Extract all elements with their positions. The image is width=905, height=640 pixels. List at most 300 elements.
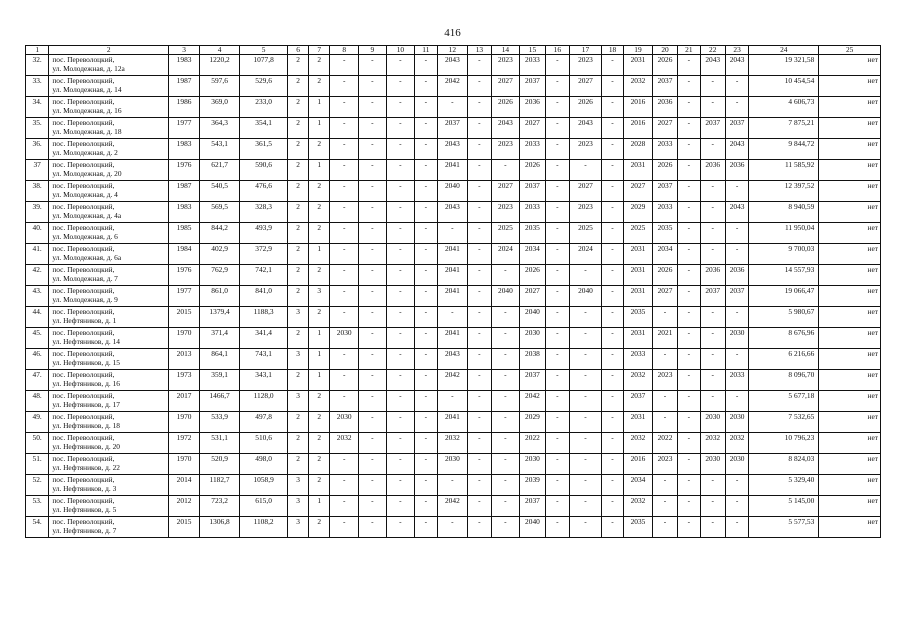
value-cell: 2031	[624, 55, 653, 76]
table-row	[26, 139, 881, 160]
value-cell: 2036	[700, 160, 725, 181]
value-cell: -	[700, 244, 725, 265]
status-cell: нет	[819, 412, 881, 433]
value-cell: 369,0	[199, 97, 239, 118]
table-row	[26, 475, 881, 496]
value-cell: 2036	[700, 265, 725, 286]
value-cell: 1	[309, 97, 330, 118]
value-cell: -	[545, 202, 569, 223]
value-cell: -	[386, 160, 415, 181]
value-cell: 2027	[570, 181, 602, 202]
value-cell: 2	[287, 55, 308, 76]
value-cell: 762,9	[199, 265, 239, 286]
value-cell: 2031	[624, 412, 653, 433]
value-cell: -	[468, 118, 491, 139]
table-row	[26, 202, 881, 223]
value-cell: -	[415, 202, 437, 223]
value-cell: 371,4	[199, 328, 239, 349]
address-cell	[49, 118, 169, 139]
value-cell: -	[415, 76, 437, 97]
value-cell: 2031	[624, 328, 653, 349]
address-street: ул. Молодежная, д. 6	[52, 232, 118, 241]
column-number-header: 15	[520, 46, 545, 55]
value-cell: -	[700, 328, 725, 349]
value-cell: -	[415, 433, 437, 454]
value-cell: 1987	[169, 181, 200, 202]
row-number: 40.	[26, 223, 49, 244]
column-number-header: 6	[287, 46, 308, 55]
status-cell: нет	[819, 286, 881, 307]
table-row	[26, 223, 881, 244]
value-cell: 510,6	[240, 433, 288, 454]
value-cell: -	[386, 454, 415, 475]
table-row	[26, 307, 881, 328]
address-settlement: пос. Переволоцкий,	[52, 76, 115, 85]
value-cell: -	[359, 517, 387, 538]
value-cell: 359,1	[199, 370, 239, 391]
status-cell: нет	[819, 265, 881, 286]
value-cell: 1970	[169, 454, 200, 475]
value-cell: -	[415, 286, 437, 307]
value-cell: -	[359, 391, 387, 412]
row-number: 53.	[26, 496, 49, 517]
column-number-header: 8	[330, 46, 359, 55]
table-row	[26, 160, 881, 181]
status-cell: нет	[819, 307, 881, 328]
value-cell: 590,6	[240, 160, 288, 181]
value-cell: 2	[309, 76, 330, 97]
value-cell: 2	[287, 370, 308, 391]
column-number-header: 13	[468, 46, 491, 55]
value-cell: 1973	[169, 370, 200, 391]
value-cell: 2026	[570, 97, 602, 118]
cost-cell: 5 677,18	[749, 391, 819, 412]
value-cell: 2024	[491, 244, 520, 265]
value-cell: 2037	[652, 181, 677, 202]
value-cell: -	[491, 496, 520, 517]
column-number-header: 4	[199, 46, 239, 55]
address-settlement: пос. Переволоцкий,	[52, 97, 115, 106]
value-cell: 2034	[520, 244, 545, 265]
value-cell: 2041	[437, 244, 468, 265]
table-row	[26, 76, 881, 97]
address-street: ул. Молодежная, д. 4а	[52, 211, 122, 220]
value-cell: -	[545, 349, 569, 370]
value-cell: -	[678, 412, 700, 433]
value-cell: -	[545, 307, 569, 328]
value-cell: 2025	[570, 223, 602, 244]
value-cell: 2	[287, 412, 308, 433]
value-cell: -	[330, 202, 359, 223]
value-cell: 3	[309, 286, 330, 307]
value-cell: 1128,0	[240, 391, 288, 412]
value-cell: -	[491, 265, 520, 286]
row-number: 41.	[26, 244, 49, 265]
value-cell: 2037	[700, 118, 725, 139]
value-cell: 2043	[437, 139, 468, 160]
value-cell: -	[468, 307, 491, 328]
value-cell: 2023	[491, 139, 520, 160]
value-cell: -	[437, 517, 468, 538]
status-cell: нет	[819, 223, 881, 244]
value-cell: -	[468, 181, 491, 202]
status-cell: нет	[819, 454, 881, 475]
value-cell: 497,8	[240, 412, 288, 433]
value-cell: -	[545, 118, 569, 139]
value-cell: 2035	[652, 223, 677, 244]
value-cell: -	[601, 181, 623, 202]
cost-cell: 14 557,93	[749, 265, 819, 286]
value-cell: 2029	[624, 202, 653, 223]
value-cell: 2	[287, 139, 308, 160]
value-cell: -	[330, 349, 359, 370]
value-cell: -	[545, 454, 569, 475]
value-cell: -	[570, 349, 602, 370]
column-number-header: 1	[26, 46, 49, 55]
value-cell: -	[570, 475, 602, 496]
address-street: ул. Молодежная, д. 18	[52, 127, 122, 136]
value-cell: -	[570, 433, 602, 454]
value-cell: -	[700, 76, 725, 97]
value-cell: -	[725, 349, 748, 370]
value-cell: 2	[287, 454, 308, 475]
value-cell: -	[386, 412, 415, 433]
value-cell: -	[330, 97, 359, 118]
value-cell: -	[570, 370, 602, 391]
value-cell: 2042	[437, 496, 468, 517]
value-cell: 2040	[520, 517, 545, 538]
value-cell: 2031	[624, 286, 653, 307]
cost-cell: 11 950,04	[749, 223, 819, 244]
value-cell: -	[725, 181, 748, 202]
value-cell: -	[359, 349, 387, 370]
value-cell: 2021	[652, 328, 677, 349]
value-cell: -	[545, 160, 569, 181]
value-cell: -	[491, 433, 520, 454]
value-cell: 2025	[491, 223, 520, 244]
value-cell: 2037	[652, 76, 677, 97]
value-cell: 493,9	[240, 223, 288, 244]
row-number: 44.	[26, 307, 49, 328]
value-cell: 2030	[725, 328, 748, 349]
cost-cell: 11 585,92	[749, 160, 819, 181]
column-number-header: 25	[819, 46, 881, 55]
address-settlement: пос. Переволоцкий,	[52, 118, 115, 127]
table-row	[26, 433, 881, 454]
value-cell: 2039	[520, 475, 545, 496]
row-number: 33.	[26, 76, 49, 97]
value-cell: -	[386, 265, 415, 286]
address-street: ул. Нефтяников, д. 15	[52, 358, 120, 367]
value-cell: 2	[309, 412, 330, 433]
value-cell: 2014	[169, 475, 200, 496]
value-cell: 723,2	[199, 496, 239, 517]
value-cell: -	[678, 118, 700, 139]
address-street: ул. Нефтяников, д. 3	[52, 484, 117, 493]
cost-cell: 5 980,67	[749, 307, 819, 328]
value-cell: 2	[309, 475, 330, 496]
value-cell: -	[678, 265, 700, 286]
value-cell: -	[678, 496, 700, 517]
table-row	[26, 97, 881, 118]
status-cell: нет	[819, 349, 881, 370]
value-cell: -	[359, 328, 387, 349]
cost-cell: 8 096,70	[749, 370, 819, 391]
value-cell: -	[468, 55, 491, 76]
value-cell: -	[468, 517, 491, 538]
status-cell: нет	[819, 76, 881, 97]
table-row	[26, 349, 881, 370]
address-settlement: пос. Переволоцкий,	[52, 202, 115, 211]
value-cell: 328,3	[240, 202, 288, 223]
row-number: 32.	[26, 55, 49, 76]
value-cell: -	[386, 475, 415, 496]
value-cell: -	[386, 328, 415, 349]
value-cell: 498,0	[240, 454, 288, 475]
status-cell: нет	[819, 202, 881, 223]
value-cell: -	[491, 391, 520, 412]
cost-cell: 10 796,23	[749, 433, 819, 454]
value-cell: 3	[287, 307, 308, 328]
column-number-header: 22	[700, 46, 725, 55]
value-cell: 2042	[437, 370, 468, 391]
value-cell: -	[700, 391, 725, 412]
value-cell: -	[330, 454, 359, 475]
value-cell: 1983	[169, 55, 200, 76]
status-cell: нет	[819, 370, 881, 391]
value-cell: 1	[309, 244, 330, 265]
address-cell	[49, 307, 169, 328]
value-cell: -	[359, 475, 387, 496]
value-cell: 2026	[652, 55, 677, 76]
value-cell: 2015	[169, 307, 200, 328]
address-settlement: пос. Переволоцкий,	[52, 244, 115, 253]
status-cell: нет	[819, 391, 881, 412]
value-cell: -	[725, 244, 748, 265]
value-cell: -	[491, 517, 520, 538]
value-cell: -	[601, 244, 623, 265]
value-cell: 2016	[624, 118, 653, 139]
value-cell: -	[601, 118, 623, 139]
value-cell: 2027	[570, 76, 602, 97]
address-settlement: пос. Переволоцкий,	[52, 286, 115, 295]
address-cell	[49, 223, 169, 244]
value-cell: -	[359, 181, 387, 202]
value-cell: -	[601, 433, 623, 454]
address-street: ул. Нефтяников, д. 5	[52, 505, 117, 514]
value-cell: -	[545, 517, 569, 538]
column-number-header: 19	[624, 46, 653, 55]
value-cell: 533,9	[199, 412, 239, 433]
value-cell: -	[359, 118, 387, 139]
value-cell: 2031	[624, 244, 653, 265]
value-cell: 372,9	[240, 244, 288, 265]
address-cell	[49, 433, 169, 454]
value-cell: -	[725, 517, 748, 538]
value-cell: 2030	[700, 454, 725, 475]
value-cell: -	[678, 454, 700, 475]
value-cell: -	[700, 370, 725, 391]
value-cell: 1972	[169, 433, 200, 454]
value-cell: 2030	[520, 328, 545, 349]
value-cell: -	[601, 265, 623, 286]
value-cell: -	[700, 496, 725, 517]
value-cell: -	[652, 349, 677, 370]
status-cell: нет	[819, 139, 881, 160]
value-cell: 2	[287, 265, 308, 286]
table-row	[26, 55, 881, 76]
value-cell: -	[386, 286, 415, 307]
value-cell: -	[359, 202, 387, 223]
value-cell: 2041	[437, 160, 468, 181]
value-cell: -	[678, 76, 700, 97]
address-cell	[49, 391, 169, 412]
address-street: ул. Нефтяников, д. 1	[52, 316, 117, 325]
value-cell: 2040	[520, 307, 545, 328]
table-row	[26, 286, 881, 307]
value-cell: 3	[287, 349, 308, 370]
value-cell: 1	[309, 118, 330, 139]
value-cell: 2	[309, 454, 330, 475]
value-cell: -	[330, 475, 359, 496]
value-cell: -	[468, 160, 491, 181]
value-cell: 2043	[700, 55, 725, 76]
value-cell: -	[468, 265, 491, 286]
address-cell	[49, 265, 169, 286]
value-cell: -	[386, 181, 415, 202]
value-cell: 2035	[624, 307, 653, 328]
row-number: 38.	[26, 181, 49, 202]
value-cell: 2016	[624, 454, 653, 475]
value-cell: -	[415, 118, 437, 139]
row-number: 51.	[26, 454, 49, 475]
value-cell: 2	[287, 328, 308, 349]
value-cell: 1306,8	[199, 517, 239, 538]
status-cell: нет	[819, 181, 881, 202]
value-cell: 1970	[169, 328, 200, 349]
row-number: 36.	[26, 139, 49, 160]
value-cell: -	[545, 265, 569, 286]
value-cell: -	[678, 307, 700, 328]
value-cell: -	[678, 370, 700, 391]
table-row	[26, 370, 881, 391]
value-cell: -	[330, 223, 359, 244]
value-cell: -	[330, 517, 359, 538]
value-cell: -	[468, 244, 491, 265]
value-cell: -	[678, 97, 700, 118]
value-cell: 2043	[725, 55, 748, 76]
value-cell: -	[330, 370, 359, 391]
address-settlement: пос. Переволоцкий,	[52, 223, 115, 232]
cost-cell: 8 824,03	[749, 454, 819, 475]
value-cell: 2041	[437, 328, 468, 349]
value-cell: 2043	[725, 202, 748, 223]
table-row	[26, 181, 881, 202]
value-cell: 1970	[169, 412, 200, 433]
address-cell	[49, 370, 169, 391]
page-number: 416	[444, 27, 461, 39]
value-cell: 2043	[491, 118, 520, 139]
cost-cell: 19 321,58	[749, 55, 819, 76]
value-cell: -	[359, 496, 387, 517]
value-cell: -	[359, 286, 387, 307]
value-cell: 1	[309, 328, 330, 349]
value-cell: -	[415, 496, 437, 517]
value-cell: -	[386, 307, 415, 328]
value-cell: -	[386, 139, 415, 160]
address-street: ул. Молодежная, д. 4	[52, 190, 118, 199]
row-number: 43.	[26, 286, 49, 307]
value-cell: -	[601, 160, 623, 181]
column-number-header: 17	[570, 46, 602, 55]
value-cell: -	[330, 391, 359, 412]
address-street: ул. Молодежная, д. 20	[52, 169, 122, 178]
value-cell: 2026	[520, 265, 545, 286]
value-cell: -	[468, 139, 491, 160]
value-cell: 2036	[725, 265, 748, 286]
column-number-header: 14	[491, 46, 520, 55]
value-cell: 2025	[624, 223, 653, 244]
value-cell: -	[570, 160, 602, 181]
value-cell: -	[545, 139, 569, 160]
value-cell: 2043	[437, 55, 468, 76]
value-cell: 844,2	[199, 223, 239, 244]
value-cell: 2043	[437, 349, 468, 370]
value-cell: 2035	[520, 223, 545, 244]
value-cell: -	[415, 139, 437, 160]
table-row	[26, 496, 881, 517]
value-cell: -	[601, 349, 623, 370]
value-cell: -	[570, 265, 602, 286]
value-cell: -	[570, 307, 602, 328]
address-street: ул. Нефтяников, д. 17	[52, 400, 120, 409]
value-cell: 2037	[624, 391, 653, 412]
value-cell: -	[437, 223, 468, 244]
value-cell: 2	[309, 265, 330, 286]
value-cell: 2034	[624, 475, 653, 496]
row-number: 37	[26, 160, 49, 181]
value-cell: 2037	[437, 118, 468, 139]
address-cell	[49, 496, 169, 517]
row-number: 45.	[26, 328, 49, 349]
value-cell: 2037	[520, 496, 545, 517]
value-cell: 2027	[520, 286, 545, 307]
value-cell: -	[415, 517, 437, 538]
value-cell: 3	[287, 517, 308, 538]
value-cell: 2028	[624, 139, 653, 160]
address-settlement: пос. Переволоцкий,	[52, 433, 115, 442]
status-cell: нет	[819, 160, 881, 181]
value-cell: 2030	[700, 412, 725, 433]
address-cell	[49, 160, 169, 181]
value-cell: -	[359, 307, 387, 328]
value-cell: -	[437, 391, 468, 412]
value-cell: 2040	[437, 181, 468, 202]
value-cell: -	[725, 307, 748, 328]
value-cell: -	[601, 412, 623, 433]
value-cell: -	[468, 412, 491, 433]
cost-cell: 5 577,53	[749, 517, 819, 538]
value-cell: -	[359, 223, 387, 244]
value-cell: -	[545, 391, 569, 412]
value-cell: -	[386, 97, 415, 118]
table-row	[26, 244, 881, 265]
value-cell: -	[700, 517, 725, 538]
value-cell: -	[491, 412, 520, 433]
value-cell: 2016	[624, 97, 653, 118]
row-number: 52.	[26, 475, 49, 496]
value-cell: 2027	[652, 286, 677, 307]
